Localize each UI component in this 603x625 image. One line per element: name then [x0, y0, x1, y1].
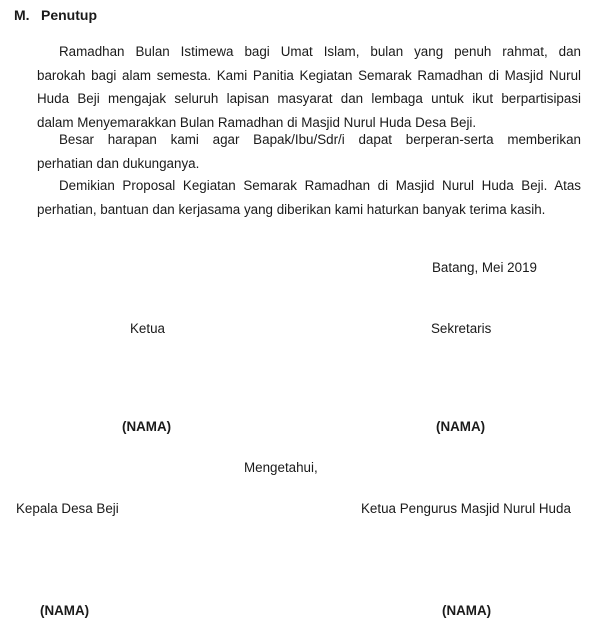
signature-name-sekretaris: (NAMA) — [436, 419, 486, 434]
signature-name-ketua: (NAMA) — [122, 419, 172, 434]
paragraph-line: perhatian, bantuan dan kerjasama yang diberikan kami haturkan banyak terima kasih. — [37, 201, 546, 217]
paragraph-line: Huda Beji mengajak seluruh lapisan masyarat dan lembaga untuk ikut berpartisipasi — [37, 91, 581, 106]
paragraph-line: Besar harapan kami agar Bapak/Ibu/Sdr/i dapat berperan-serta memberikan — [59, 132, 581, 147]
section-number: M. — [14, 7, 30, 23]
signature-role-sekretaris: Sekretaris — [431, 321, 492, 336]
paragraph-line: Demikian Proposal Kegiatan Semarak Ramadhan di Masjid Nurul Huda Beji. Atas — [59, 178, 581, 193]
signature-role-ketua: Ketua — [130, 321, 165, 336]
section-title: Penutup — [41, 7, 97, 23]
signature-name-ketua-pengurus: (NAMA) — [442, 603, 492, 618]
paragraph-line: perhatian dan dukunganya. — [37, 155, 200, 171]
paragraph-line: dalam Menyemarakkan Bulan Ramadhan di Masjid Nurul Huda Desa Beji. — [37, 114, 477, 130]
acknowledged-label: Mengetahui, — [244, 460, 318, 475]
section-heading — [14, 7, 97, 23]
signature-role-ketua-pengurus: Ketua Pengurus Masjid Nurul Huda — [361, 501, 571, 516]
paragraph-closing-3 — [37, 174, 581, 221]
paragraph-line: barokah bagi alam semesta. Kami Panitia Kegiatan Semarak Ramadhan di Masjid Nurul — [37, 67, 581, 83]
signature-role-kepala-desa: Kepala Desa Beji — [16, 501, 119, 516]
paragraph-line: Ramadhan Bulan Istimewa bagi Umat Islam, bulan yang penuh rahmat, dan — [59, 44, 581, 59]
signature-name-kepala-desa: (NAMA) — [40, 603, 90, 618]
place-date: Batang, Mei 2019 — [432, 260, 537, 275]
paragraph-closing-1 — [37, 40, 581, 134]
paragraph-closing-2 — [37, 128, 581, 175]
